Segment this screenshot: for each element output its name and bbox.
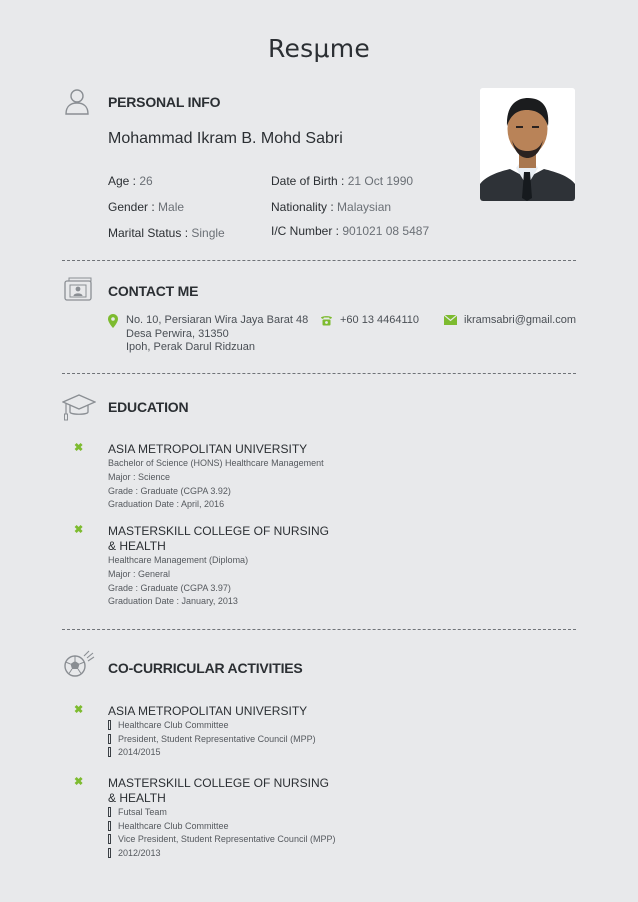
phone-icon — [320, 314, 333, 326]
bullet-x-icon: ✖ — [74, 704, 84, 716]
envelope-icon — [444, 315, 457, 325]
profile-photo — [480, 88, 575, 201]
soccer-ball-icon — [62, 648, 96, 680]
address-block — [126, 314, 308, 355]
activity-item: President, Student Representative Council (MPP) — [108, 733, 316, 747]
bullet-x-icon: ✖ — [74, 442, 84, 454]
activity-item: 2014/2015 — [108, 746, 316, 760]
full-name: Mohammad Ikram B. Mohd Sabri — [108, 130, 343, 147]
bullet-x-icon: ✖ — [74, 524, 84, 536]
education-institution — [108, 442, 307, 457]
marital-status-field: Marital Status : Single — [108, 226, 225, 240]
section-title-contact: CONTACT ME — [108, 283, 199, 299]
section-title-personal-info: PERSONAL INFO — [108, 94, 221, 110]
divider — [62, 260, 576, 261]
address-line: Ipoh, Perak Darul Ridzuan — [126, 341, 256, 353]
person-icon — [62, 86, 92, 116]
detail-line: Bachelor of Science (HONS) Healthcare Management — [108, 458, 324, 468]
age-field: Age : 26 — [108, 174, 153, 188]
activity-institution — [108, 776, 329, 806]
activity-institution — [108, 704, 307, 719]
institution-line: ASIA METROPOLITAN UNIVERSITY — [108, 704, 308, 718]
date-of-birth-field: Date of Birth : 21 Oct 1990 — [271, 174, 414, 188]
email-address[interactable]: ikramsabri@gmail.com — [464, 314, 577, 326]
education-details — [108, 457, 324, 512]
activity-item: Healthcare Club Committee — [108, 820, 335, 834]
bullet-x-icon: ✖ — [74, 776, 84, 788]
detail-line: Grade : Graduate (CGPA 3.92) — [108, 485, 231, 496]
activity-item: 2012/2013 — [108, 847, 335, 861]
detail-line: Healthcare Management (Diploma) — [108, 555, 249, 565]
address-line: Desa Perwira, 31350 — [126, 327, 229, 340]
activity-list — [108, 806, 335, 860]
institution-line: & HEALTH — [108, 539, 166, 553]
map-pin-icon — [108, 314, 118, 328]
activity-list — [108, 719, 316, 760]
detail-line: Major : Science — [108, 471, 171, 482]
activity-item: Futsal Team — [108, 806, 335, 820]
phone-number[interactable]: +60 13 4464110 — [340, 314, 420, 326]
graduation-cap-icon — [62, 392, 96, 422]
contact-card-icon — [62, 277, 94, 303]
ic-number-field: I/C Number : 901021 08 5487 — [271, 224, 430, 238]
institution-line: MASTERSKILL COLLEGE OF NURSING — [108, 776, 329, 790]
gender-field: Gender : Male — [108, 200, 185, 214]
section-title-education: EDUCATION — [108, 399, 189, 415]
divider — [62, 373, 576, 374]
detail-line: Grade : Graduate (CGPA 3.97) — [108, 582, 231, 593]
divider — [62, 629, 576, 630]
detail-line: Graduation Date : April, 2016 — [108, 499, 225, 510]
nationality-field: Nationality : Malaysian — [271, 200, 392, 214]
institution-line: & HEALTH — [108, 791, 166, 805]
page-title: Resμme — [267, 34, 371, 63]
education-institution — [108, 524, 329, 554]
activity-item: Vice President, Student Representative Council (MPP) — [108, 833, 335, 847]
activity-item: Healthcare Club Committee — [108, 719, 316, 733]
address-line: No. 10, Persiaran Wira Jaya Barat 48 — [126, 314, 309, 326]
detail-line: Graduation Date : January, 2013 — [108, 596, 238, 607]
institution-line: ASIA METROPOLITAN UNIVERSITY — [108, 442, 308, 456]
institution-line: MASTERSKILL COLLEGE OF NURSING — [108, 524, 329, 538]
section-title-activities: CO-CURRICULAR ACTIVITIES — [108, 660, 303, 676]
detail-line: Major : General — [108, 568, 171, 579]
education-details — [108, 554, 248, 609]
